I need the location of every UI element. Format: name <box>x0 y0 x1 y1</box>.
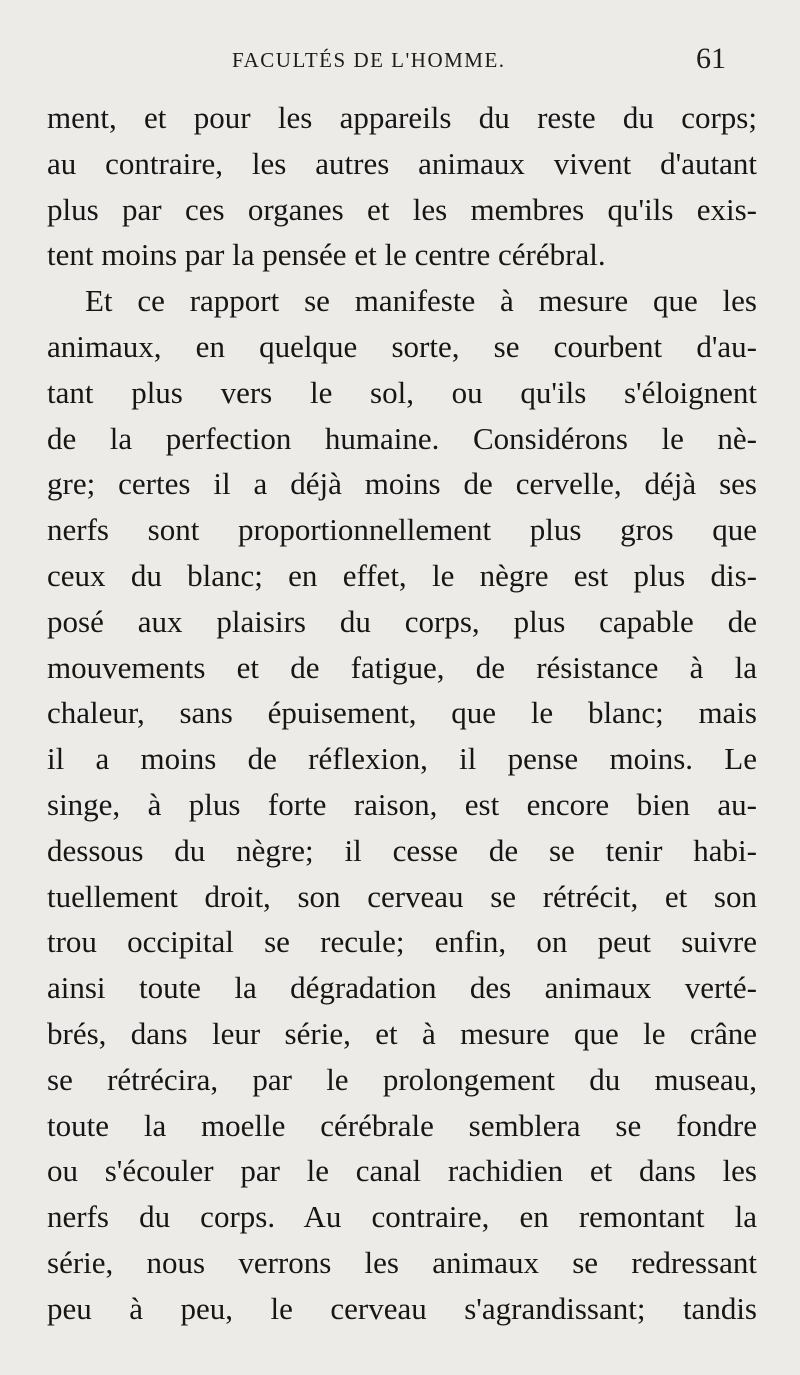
text-line: se rétrécira, par le prolongement du museau, <box>47 1061 757 1097</box>
text-line: peu à peu, le cerveau s'agrandissant; tandis <box>47 1290 757 1326</box>
text-line: ainsi toute la dégradation des animaux verté- <box>47 970 757 1006</box>
text-line: ceux du blanc; en effet, le nègre est plus dis- <box>47 557 757 593</box>
text-line: ou s'écouler par le canal rachidien et dans les <box>47 1153 757 1189</box>
text-line: tent moins par la pensée et le centre cérébral. <box>47 237 606 273</box>
text-line: il a moins de réflexion, il pense moins. Le <box>47 741 757 777</box>
text-line: série, nous verrons les animaux se redressant <box>47 1244 757 1280</box>
text-line: nerfs sont proportionnellement plus gros que <box>47 512 757 548</box>
text-line: mouvements et de fatigue, de résistance à la <box>47 649 757 685</box>
text-line: tuellement droit, son cerveau se rétrécit, et son <box>47 878 757 914</box>
text-line: singe, à plus forte raison, est encore bien au- <box>47 786 757 822</box>
page-number: 61 <box>696 42 726 75</box>
text-line: gre; certes il a déjà moins de cervelle, déjà ses <box>47 466 757 502</box>
text-line: ment, et pour les appareils du reste du corps; <box>47 100 757 135</box>
text-line: animaux, en quelque sorte, se courbent d'au- <box>47 328 757 364</box>
text-line: dessous du nègre; il cesse de se tenir habi- <box>47 832 757 868</box>
text-line: nerfs du corps. Au contraire, en remontant la <box>47 1199 757 1235</box>
text-line: plus par ces organes et les membres qu'ils exis- <box>47 191 757 227</box>
body-text <box>47 95 757 1332</box>
page-header <box>0 36 800 86</box>
text-line: trou occipital se recule; enfin, on peut suivre <box>47 924 757 960</box>
text-line: posé aux plaisirs du corps, plus capable de <box>47 603 757 639</box>
text-line: de la perfection humaine. Considérons le nè- <box>47 420 757 456</box>
text-line: chaleur, sans épuisement, que le blanc; mais <box>47 695 757 731</box>
running-head: FACULTÉS DE L'HOMME. <box>232 48 506 72</box>
text-line: tant plus vers le sol, ou qu'ils s'éloignent <box>47 374 757 410</box>
text-line: toute la moelle cérébrale semblera se fondre <box>47 1107 757 1143</box>
text-line: au contraire, les autres animaux vivent d'autant <box>47 145 757 181</box>
paragraph-first-line: Et ce rapport se manifeste à mesure que les <box>85 283 757 319</box>
text-line: brés, dans leur série, et à mesure que le crâne <box>47 1015 757 1051</box>
